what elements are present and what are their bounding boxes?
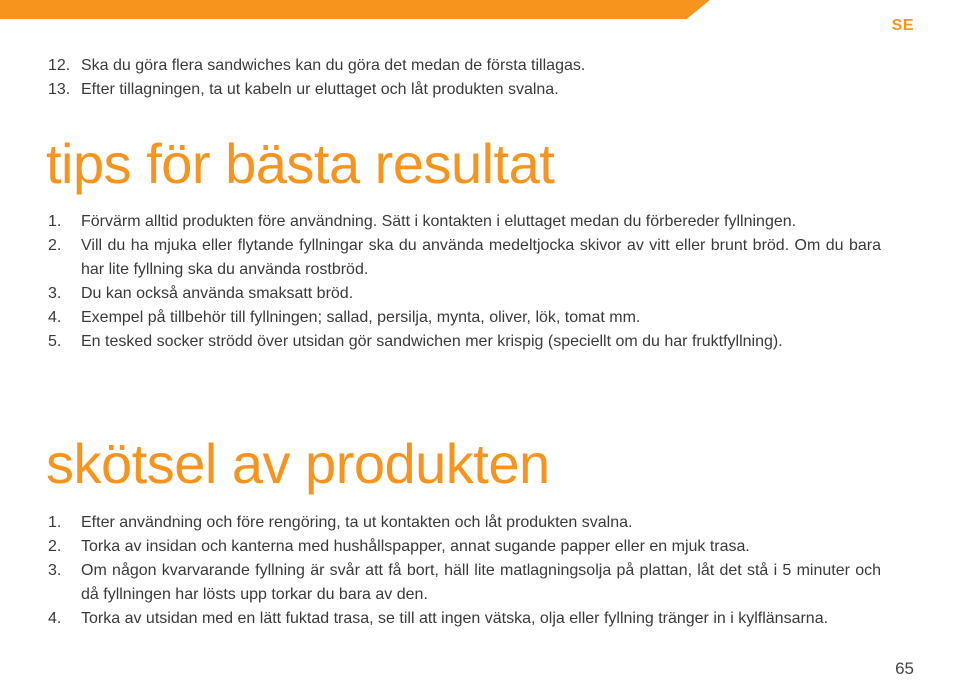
- list-item: [48, 282, 881, 306]
- tips-list: [48, 210, 881, 354]
- item-text: Efter tillagningen, ta ut kabeln ur eluttaget och låt produkten svalna.: [81, 81, 559, 98]
- item-text: Om någon kvarvarande fyllning är svår att få bort, häll lite matlagningsolja på plattan, låt det stå i 5 minuter och då fyllningen har lösts upp torkar du bara av den.: [81, 562, 881, 603]
- item-text: Torka av insidan och kanterna med hushållspapper, annat sugande papper eller en mjuk trasa.: [81, 538, 750, 555]
- list-item: [48, 306, 881, 330]
- list-item: [48, 210, 881, 234]
- item-number: 3.: [48, 285, 62, 302]
- item-number: 2.: [48, 538, 62, 555]
- continued-steps-list: [48, 54, 881, 102]
- item-number: 12.: [48, 57, 71, 74]
- item-text: Torka av utsidan med en lätt fuktad trasa, se till att ingen vätska, olja eller fyllning tränger in i kylflänsarna.: [81, 610, 829, 627]
- item-number: 13.: [48, 81, 71, 98]
- care-heading: skötsel av produkten: [46, 432, 550, 495]
- list-item: [48, 511, 881, 535]
- item-number: 2.: [48, 237, 62, 254]
- item-text: Förvärm alltid produkten före användning. Sätt i kontakten i eluttaget medan du förbereder fyllningen.: [81, 213, 797, 230]
- list-item: [48, 78, 881, 102]
- list-item: [48, 535, 881, 559]
- list-item: [48, 54, 881, 78]
- item-text: Vill du ha mjuka eller flytande fyllningar ska du använda medeltjocka skivor av vitt eller brunt bröd. Om du bara har lite fyllning ska du använda rostbröd.: [81, 237, 881, 278]
- tips-heading: tips för bästa resultat: [46, 132, 555, 195]
- item-text: En tesked socker strödd över utsidan gör sandwichen mer krispig (speciellt om du har fruktfyllning).: [81, 333, 783, 350]
- care-list: [48, 511, 881, 631]
- header-accent-bar: [0, 0, 710, 19]
- item-number: 4.: [48, 309, 62, 326]
- item-number: 3.: [48, 562, 62, 579]
- page-number: 65: [895, 659, 914, 678]
- item-text: Exempel på tillbehör till fyllningen; sallad, persilja, mynta, oliver, lök, tomat mm.: [81, 309, 641, 326]
- item-number: 5.: [48, 333, 62, 350]
- item-number: 1.: [48, 514, 62, 531]
- item-text: Ska du göra flera sandwiches kan du göra det medan de första tillagas.: [81, 57, 586, 74]
- list-item: [48, 234, 881, 282]
- list-item: [48, 607, 881, 631]
- item-text: Du kan också använda smaksatt bröd.: [81, 285, 354, 302]
- item-text: Efter användning och före rengöring, ta ut kontakten och låt produkten svalna.: [81, 514, 633, 531]
- list-item: [48, 559, 881, 607]
- language-code: SE: [891, 17, 914, 34]
- item-number: 4.: [48, 610, 62, 627]
- list-item: [48, 330, 881, 354]
- item-number: 1.: [48, 213, 62, 230]
